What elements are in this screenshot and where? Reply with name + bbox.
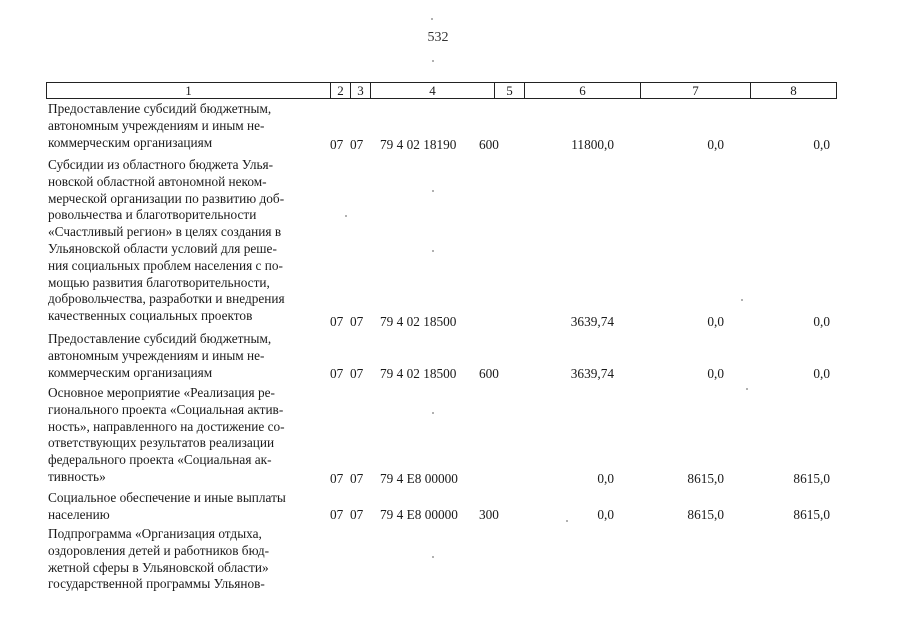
desc-line: тивность» [48,468,106,484]
cell-value-7: 8615,0 [687,507,724,522]
cell-value-8: 0,0 [813,314,830,329]
desc-line: Основное мероприятие «Реализация ре- [48,385,275,400]
cell-value-6: 3639,74 [570,314,614,329]
cell-subsection: 07 [350,471,364,486]
desc-line: Подпрограмма «Организация отдыха, [48,526,262,541]
cell-expense-type: 600 [479,137,499,152]
desc-line: Предоставление субсидий бюджетным, [48,101,272,116]
desc-line: ответствующих результатов реализации [48,435,275,451]
desc-line: мощью развития благотворительности, [48,274,270,290]
desc-line: Ульяновской области условий для реше- [48,240,277,256]
table-row [0,134,905,154]
cell-value-6: 0,0 [597,507,614,522]
desc-line: мерческой организации по развитию доб- [48,190,285,206]
scan-speck [432,250,434,252]
cell-subsection: 07 [350,137,364,152]
cell-value-8: 0,0 [813,366,830,381]
scan-speck [432,412,434,414]
desc-line: «Счастливый регион» в целях создания в [48,224,282,240]
cell-value-8: 8615,0 [793,471,830,486]
desc-line: новской областной автономной неком- [48,173,267,189]
cell-subsection: 07 [350,507,364,522]
desc-line: автономным учреждениям и иным не- [48,347,265,363]
scan-speck [746,388,748,390]
header-col-3: 3 [351,83,371,99]
cell-subsection: 07 [350,314,364,329]
cell-subsection: 07 [350,366,364,381]
cell-target-code: 79 4 02 18500 [380,314,457,329]
cell-value-7: 8615,0 [687,471,724,486]
scan-speck [431,18,433,20]
desc-line: жетной сферы в Ульяновской области» [48,559,269,575]
desc-line: коммерческим организациям [48,134,213,150]
scan-speck [432,556,434,558]
table-row [0,366,905,383]
header-col-4: 4 [371,83,495,99]
scan-speck [566,520,568,522]
cell-target-code: 79 4 E8 00000 [380,507,458,522]
scan-speck [432,190,434,192]
cell-value-7: 0,0 [707,366,724,381]
cell-value-8: 0,0 [813,137,830,152]
header-col-6: 6 [525,83,641,99]
cell-target-code: 79 4 02 18500 [380,366,457,381]
table-row [0,468,905,488]
desc-line: федерального проекта «Социальная ак- [48,452,272,468]
desc-line: качественных социальных проектов [48,308,253,324]
desc-line: добровольчества, разработки и внедрения [48,291,285,307]
cell-value-6: 0,0 [597,471,614,486]
cell-section: 07 [330,314,344,329]
cell-value-6: 11800,0 [571,137,614,152]
table-header [46,82,837,99]
cell-section: 07 [330,507,344,522]
desc-line: оздоровления детей и работников бюд- [48,542,270,558]
scan-speck [432,60,434,62]
row-description [48,157,323,325]
scan-speck [345,215,347,217]
desc-line: Предоставление субсидий бюджетным, [48,331,272,346]
page-number: 532 [427,30,449,45]
desc-line: Социальное обеспечение и иные выплаты [48,490,286,505]
desc-line: ровольчества и благотворительности [48,207,257,223]
desc-line: ность», направленного на достижение со- [48,418,285,434]
table-row [0,314,905,331]
header-col-8: 8 [751,83,837,99]
desc-line: Субсидии из областного бюджета Улья- [48,157,274,172]
scan-speck [741,299,743,301]
desc-line: ния социальных проблем населения с по- [48,257,283,273]
cell-value-6: 3639,74 [570,366,614,381]
desc-line: населению [48,506,110,522]
header-col-7: 7 [641,83,751,99]
desc-line: автономным учреждениям и иным не- [48,117,265,133]
header-col-5: 5 [495,83,525,99]
table-row [0,507,905,524]
cell-target-code: 79 4 E8 00000 [380,471,458,486]
cell-value-7: 0,0 [707,314,724,329]
cell-target-code: 79 4 02 18190 [380,137,457,152]
cell-section: 07 [330,137,344,152]
cell-section: 07 [330,366,344,381]
cell-expense-type: 600 [479,366,499,381]
desc-line: гионального проекта «Социальная актив- [48,401,284,417]
desc-line: коммерческим организациям [48,364,213,380]
cell-value-7: 0,0 [707,137,724,152]
cell-value-8: 8615,0 [793,507,830,522]
desc-line: государственной программы Ульянов- [48,576,265,592]
header-col-2: 2 [331,83,351,99]
cell-section: 07 [330,471,344,486]
row-description [48,526,323,593]
header-col-1: 1 [47,83,331,99]
cell-expense-type: 300 [479,507,499,522]
